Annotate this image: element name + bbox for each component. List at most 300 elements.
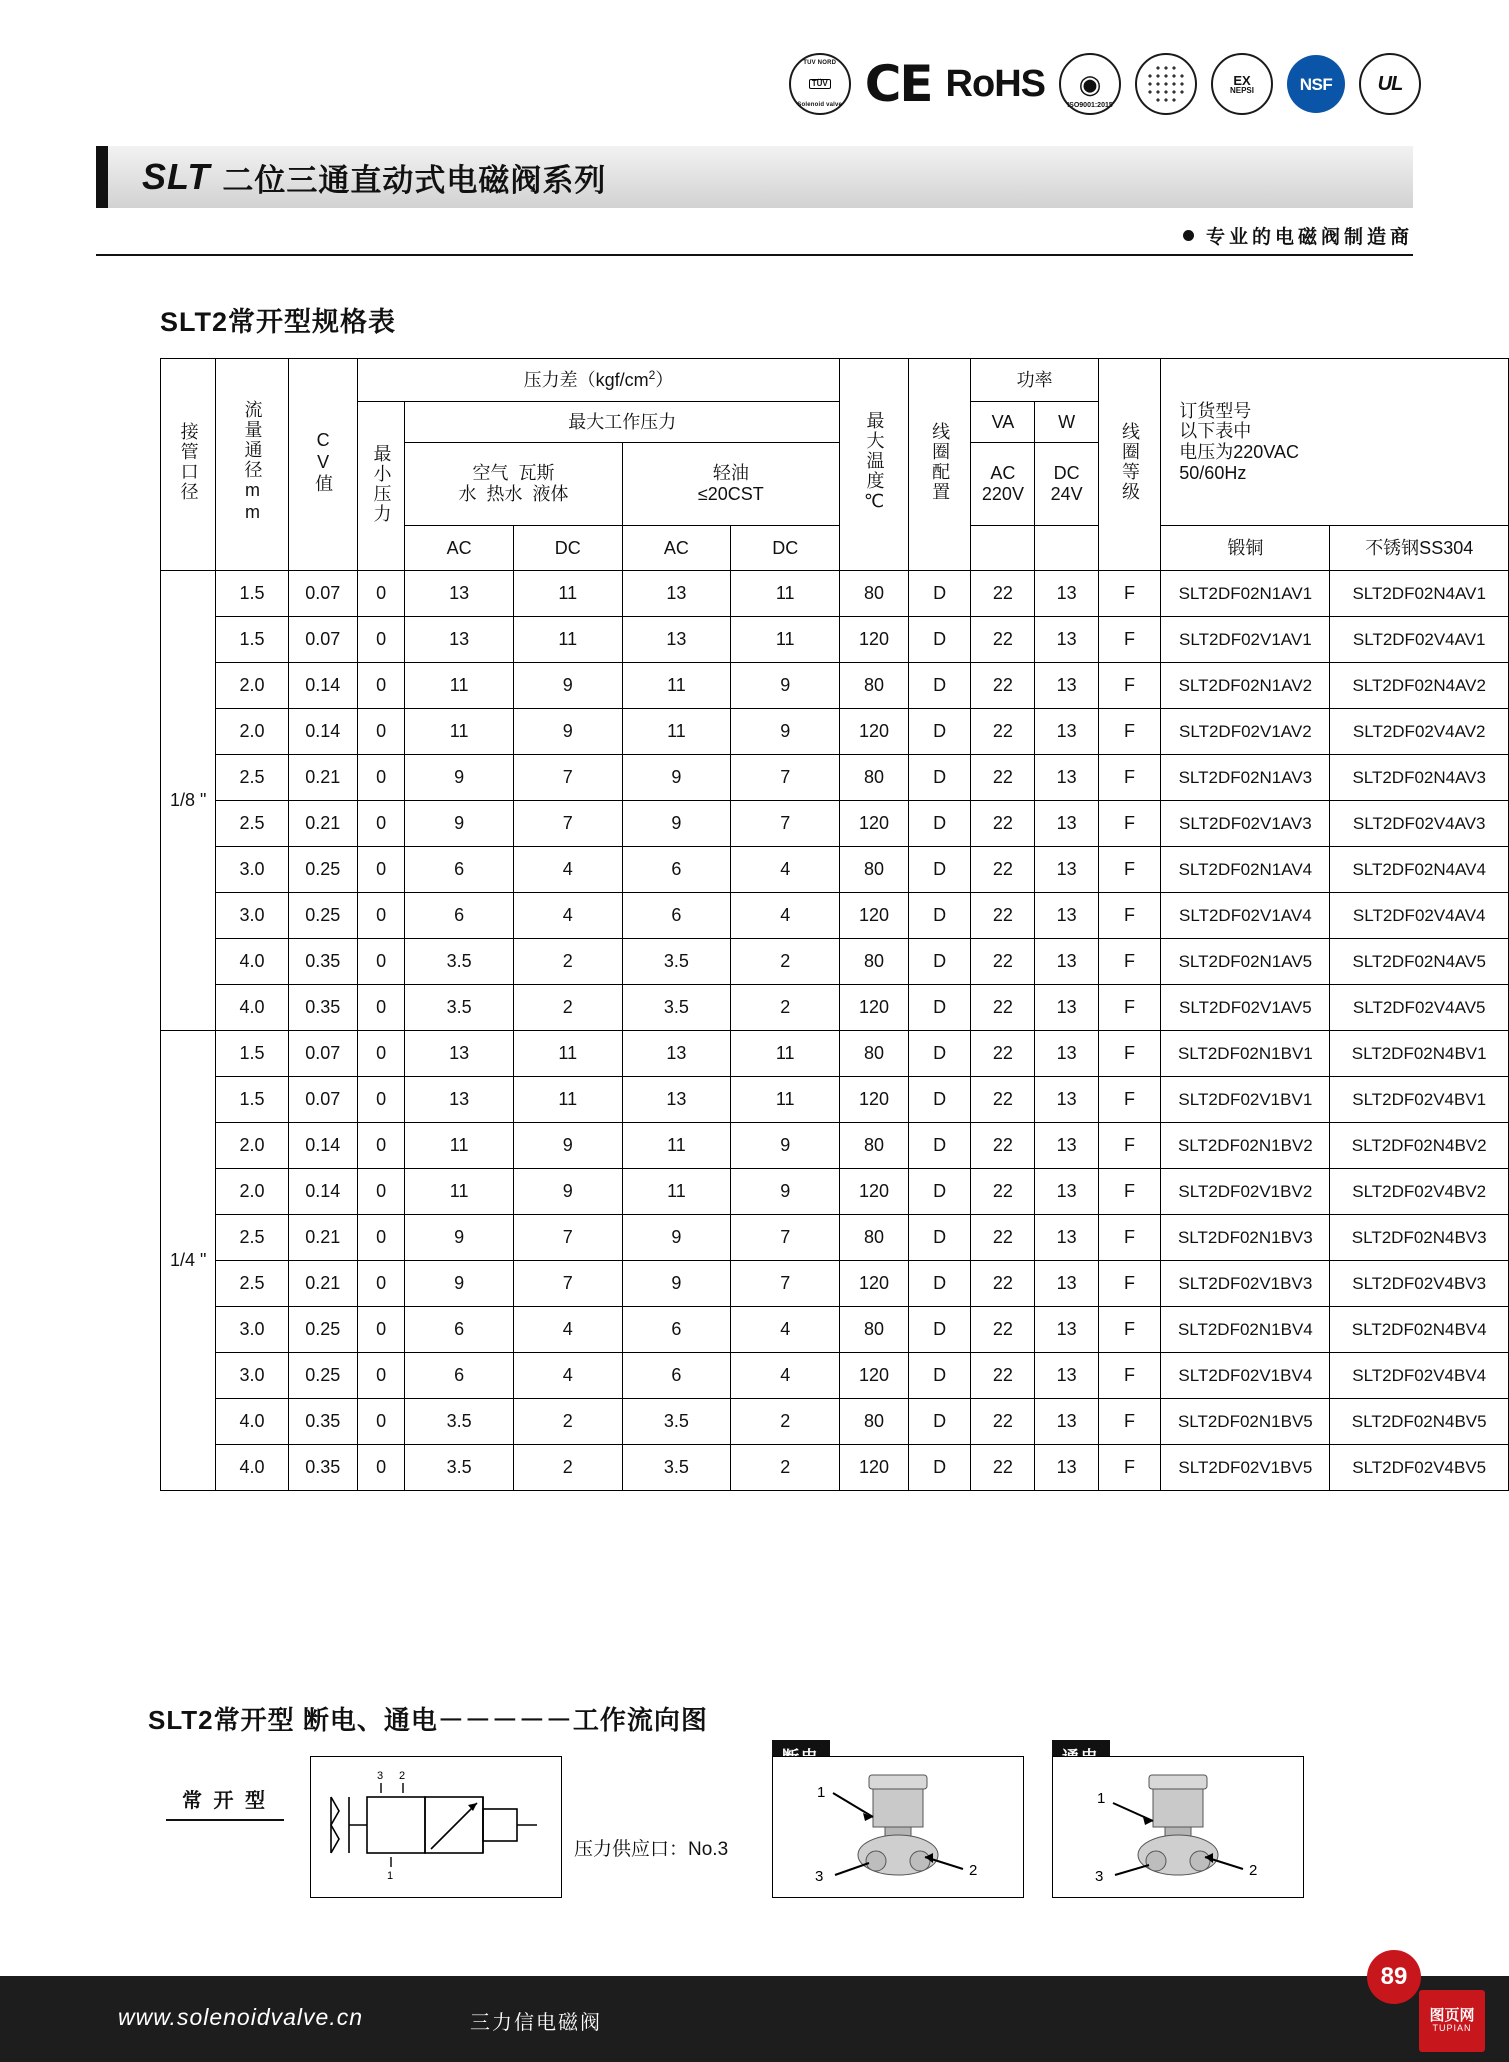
cell-grade: F [1098, 939, 1160, 985]
table-row [161, 801, 1509, 847]
cell-oil-dc: 11 [731, 1077, 840, 1123]
rohs-cert-icon: RoHS [945, 62, 1045, 105]
cell-air-dc: 11 [513, 617, 622, 663]
header-va-blank [971, 526, 1035, 571]
cell-cv: 0.35 [288, 939, 357, 985]
cell-oil-dc: 11 [731, 617, 840, 663]
normally-open-label: 常 开 型 [166, 1784, 284, 1821]
cell-cv: 0.21 [288, 801, 357, 847]
cell-model-ss: SLT2DF02V4BV1 [1330, 1077, 1509, 1123]
cell-min: 0 [357, 801, 405, 847]
cell-min: 0 [357, 663, 405, 709]
cell-model-ss: SLT2DF02V4AV5 [1330, 985, 1509, 1031]
cell-grade: F [1098, 1031, 1160, 1077]
header-air-dc: DC [513, 526, 622, 571]
cell-grade: F [1098, 1261, 1160, 1307]
cell-min: 0 [357, 939, 405, 985]
cell-va: 22 [971, 1353, 1035, 1399]
cell-grade: F [1098, 709, 1160, 755]
cell-oil-ac: 11 [622, 709, 731, 755]
cell-air-ac: 3.5 [405, 1399, 514, 1445]
cell-model-ss: SLT2DF02N4BV1 [1330, 1031, 1509, 1077]
cell-coil: D [908, 663, 970, 709]
cell-cv: 0.07 [288, 617, 357, 663]
table-row [161, 571, 1509, 617]
cell-cv: 0.21 [288, 1215, 357, 1261]
cell-va: 22 [971, 801, 1035, 847]
cell-min: 0 [357, 1169, 405, 1215]
order-model-note3: 50/60Hz [1179, 462, 1247, 483]
cell-air-dc: 9 [513, 1123, 622, 1169]
cell-va: 22 [971, 847, 1035, 893]
cell-air-dc: 11 [513, 1077, 622, 1123]
cell-coil: D [908, 847, 970, 893]
header-oil-group: 轻油 ≤20CST [622, 443, 840, 526]
cell-coil: D [908, 571, 970, 617]
cell-oil-dc: 2 [731, 985, 840, 1031]
cell-model-brass: SLT2DF02N1BV5 [1161, 1399, 1330, 1445]
cell-va: 22 [971, 1123, 1035, 1169]
cell-flow: 1.5 [216, 1031, 288, 1077]
ul-cert-icon [1359, 53, 1421, 115]
cell-min: 0 [357, 1353, 405, 1399]
watermark-badge [1419, 1990, 1485, 2052]
cell-va: 22 [971, 893, 1035, 939]
cell-oil-dc: 11 [731, 1031, 840, 1077]
header-pressure-diff: 压力差$(kgf/cm^2)$ [357, 359, 839, 402]
cell-oil-ac: 13 [622, 1031, 731, 1077]
cell-w: 13 [1035, 755, 1098, 801]
svg-text:3: 3 [1095, 1868, 1104, 1885]
cell-air-dc: 2 [513, 985, 622, 1031]
cell-va: 22 [971, 1399, 1035, 1445]
cell-port-size: 1/4 " [161, 1031, 216, 1491]
cell-model-brass: SLT2DF02V1AV5 [1161, 985, 1330, 1031]
cell-air-ac: 13 [405, 571, 514, 617]
cell-flow: 3.0 [216, 1307, 288, 1353]
cell-grade: F [1098, 1399, 1160, 1445]
table-row [161, 1031, 1509, 1077]
cell-coil: D [908, 1031, 970, 1077]
cell-oil-ac: 3.5 [622, 939, 731, 985]
cell-model-brass: SLT2DF02V1BV1 [1161, 1077, 1330, 1123]
cell-oil-ac: 6 [622, 1353, 731, 1399]
page-footer [0, 1976, 1509, 2062]
cell-cv: 0.07 [288, 1031, 357, 1077]
cell-min: 0 [357, 847, 405, 893]
cell-model-ss: SLT2DF02N4AV1 [1330, 571, 1509, 617]
page-title-band [96, 146, 1413, 208]
cell-min: 0 [357, 1261, 405, 1307]
cell-oil-dc: 9 [731, 709, 840, 755]
cell-coil: D [908, 755, 970, 801]
cell-grade: F [1098, 571, 1160, 617]
cell-min: 0 [357, 1215, 405, 1261]
cell-va: 22 [971, 1261, 1035, 1307]
cell-temp: 80 [840, 571, 909, 617]
cell-w: 13 [1035, 893, 1098, 939]
cell-va: 22 [971, 571, 1035, 617]
cell-grade: F [1098, 1215, 1160, 1261]
footer-url[interactable]: www.solenoidvalve.cn [118, 2004, 364, 2030]
cell-grade: F [1098, 1123, 1160, 1169]
cell-cv: 0.21 [288, 1261, 357, 1307]
cell-temp: 80 [840, 1123, 909, 1169]
cell-air-dc: 4 [513, 1353, 622, 1399]
svg-text:1: 1 [1097, 1790, 1106, 1807]
cell-air-ac: 3.5 [405, 985, 514, 1031]
cell-oil-ac: 3.5 [622, 1399, 731, 1445]
table-row [161, 1215, 1509, 1261]
cell-w: 13 [1035, 939, 1098, 985]
cell-w: 13 [1035, 985, 1098, 1031]
footer-company: 三力信电磁阀 [470, 2012, 602, 2034]
cell-air-dc: 2 [513, 1445, 622, 1491]
cell-grade: F [1098, 847, 1160, 893]
cell-model-brass: SLT2DF02V1BV3 [1161, 1261, 1330, 1307]
cell-model-brass: SLT2DF02N1BV1 [1161, 1031, 1330, 1077]
cell-va: 22 [971, 1307, 1035, 1353]
cell-grade: F [1098, 1445, 1160, 1491]
header-cv: CV值 [288, 359, 357, 571]
cell-model-brass: SLT2DF02N1AV5 [1161, 939, 1330, 985]
cell-va: 22 [971, 1445, 1035, 1491]
cell-model-ss: SLT2DF02N4AV5 [1330, 939, 1509, 985]
tagline-text: 专业的电磁阀制造商 [1205, 226, 1413, 248]
cell-oil-dc: 9 [731, 1123, 840, 1169]
cell-cv: 0.25 [288, 893, 357, 939]
cell-flow: 2.5 [216, 1261, 288, 1307]
cell-model-ss: SLT2DF02V4BV3 [1330, 1261, 1509, 1307]
cell-oil-ac: 11 [622, 1123, 731, 1169]
cell-coil: D [908, 1077, 970, 1123]
header-va: VA [971, 402, 1035, 443]
cell-oil-ac: 6 [622, 847, 731, 893]
cell-flow: 4.0 [216, 1445, 288, 1491]
cell-air-ac: 3.5 [405, 939, 514, 985]
cell-oil-ac: 3.5 [622, 985, 731, 1031]
cell-model-ss: SLT2DF02V4AV4 [1330, 893, 1509, 939]
cell-air-dc: 4 [513, 893, 622, 939]
cell-oil-ac: 11 [622, 1169, 731, 1215]
section-heading: SLT2常开型规格表 [160, 307, 397, 337]
cell-flow: 4.0 [216, 939, 288, 985]
cell-va: 22 [971, 1215, 1035, 1261]
cell-air-dc: 4 [513, 847, 622, 893]
page-number: 89 [1367, 1950, 1421, 2004]
cell-coil: D [908, 1261, 970, 1307]
nepsi-label: NEPSI [1229, 85, 1254, 95]
nsf-label: NSF [1287, 55, 1345, 113]
port-1-label: 1 [387, 1870, 394, 1882]
cell-coil: D [908, 893, 970, 939]
cell-cv: 0.35 [288, 1445, 357, 1491]
brand-name: SLT [142, 156, 211, 197]
cell-model-brass: SLT2DF02V1AV4 [1161, 893, 1330, 939]
cell-grade: F [1098, 1353, 1160, 1399]
cell-air-ac: 9 [405, 801, 514, 847]
header-air-group: 空气 瓦斯 水 热水 液体 [405, 443, 622, 526]
cell-cv: 0.14 [288, 709, 357, 755]
cell-min: 0 [357, 1031, 405, 1077]
valve-symbol-svg [311, 1757, 561, 1897]
cell-temp: 80 [840, 1399, 909, 1445]
cell-oil-dc: 4 [731, 893, 840, 939]
cell-cv: 0.07 [288, 1077, 357, 1123]
cell-air-dc: 7 [513, 1215, 622, 1261]
header-power: 功率 [971, 359, 1098, 402]
cell-oil-ac: 9 [622, 755, 731, 801]
cell-oil-ac: 11 [622, 663, 731, 709]
cell-air-ac: 11 [405, 1169, 514, 1215]
svg-text:3: 3 [815, 1868, 824, 1885]
watermark-text: 图页网 [1429, 2006, 1475, 2024]
cell-model-brass: SLT2DF02V1AV1 [1161, 617, 1330, 663]
cell-temp: 80 [840, 847, 909, 893]
header-brass: 锻铜 [1161, 526, 1330, 571]
cell-va: 22 [971, 985, 1035, 1031]
spec-table-head [161, 359, 1509, 571]
cell-min: 0 [357, 1123, 405, 1169]
cell-cv: 0.35 [288, 985, 357, 1031]
cell-air-dc: 4 [513, 1307, 622, 1353]
cell-air-dc: 7 [513, 801, 622, 847]
tuv-bottom-text: Solenoid valve [797, 102, 843, 108]
cell-cv: 0.07 [288, 571, 357, 617]
cell-model-brass: SLT2DF02V1BV4 [1161, 1353, 1330, 1399]
cell-coil: D [908, 1399, 970, 1445]
ex-nepsi-cert-icon [1211, 53, 1273, 115]
cell-grade: F [1098, 617, 1160, 663]
svg-text:1: 1 [817, 1784, 826, 1801]
cell-cv: 0.25 [288, 1307, 357, 1353]
cell-model-brass: SLT2DF02V1BV5 [1161, 1445, 1330, 1491]
table-row [161, 1169, 1509, 1215]
cell-air-dc: 7 [513, 755, 622, 801]
cell-min: 0 [357, 1399, 405, 1445]
cell-oil-dc: 2 [731, 1399, 840, 1445]
header-coil-grade: 线圈等级 [1098, 359, 1160, 571]
cell-air-dc: 2 [513, 939, 622, 985]
cell-model-brass: SLT2DF02N1AV1 [1161, 571, 1330, 617]
cell-w: 13 [1035, 1123, 1098, 1169]
cell-w: 13 [1035, 801, 1098, 847]
cell-temp: 120 [840, 1077, 909, 1123]
cell-va: 22 [971, 939, 1035, 985]
cell-model-brass: SLT2DF02V1AV2 [1161, 709, 1330, 755]
cell-temp: 80 [840, 1031, 909, 1077]
cell-air-ac: 6 [405, 1307, 514, 1353]
header-w-blank [1035, 526, 1098, 571]
cell-flow: 1.5 [216, 617, 288, 663]
cell-w: 13 [1035, 1077, 1098, 1123]
order-model-title: 订货型号 [1179, 400, 1252, 421]
cell-oil-dc: 7 [731, 1215, 840, 1261]
header-w: W [1035, 402, 1098, 443]
svg-text:2: 2 [1249, 1862, 1258, 1879]
cell-va: 22 [971, 1169, 1035, 1215]
cell-model-ss: SLT2DF02V4BV4 [1330, 1353, 1509, 1399]
cell-air-dc: 7 [513, 1261, 622, 1307]
cell-w: 13 [1035, 1307, 1098, 1353]
cell-cv: 0.14 [288, 1169, 357, 1215]
cell-air-dc: 9 [513, 1169, 622, 1215]
cell-cv: 0.25 [288, 1353, 357, 1399]
cell-temp: 80 [840, 1215, 909, 1261]
cell-model-ss: SLT2DF02N4BV2 [1330, 1123, 1509, 1169]
cell-model-ss: SLT2DF02V4AV3 [1330, 801, 1509, 847]
cell-air-ac: 11 [405, 709, 514, 755]
cell-va: 22 [971, 663, 1035, 709]
cell-oil-dc: 7 [731, 1261, 840, 1307]
table-row [161, 1261, 1509, 1307]
cell-air-ac: 6 [405, 893, 514, 939]
cell-w: 13 [1035, 1445, 1098, 1491]
cell-cv: 0.35 [288, 1399, 357, 1445]
cell-flow: 2.5 [216, 755, 288, 801]
cell-coil: D [908, 801, 970, 847]
cell-model-brass: SLT2DF02N1BV3 [1161, 1215, 1330, 1261]
table-row [161, 1399, 1509, 1445]
cpa-cert-icon [1135, 53, 1197, 115]
cell-min: 0 [357, 893, 405, 939]
cell-air-dc: 2 [513, 1399, 622, 1445]
cell-oil-dc: 7 [731, 801, 840, 847]
cell-temp: 120 [840, 1353, 909, 1399]
tuv-inner-text: TÜV [809, 79, 831, 89]
certification-logos [0, 44, 1509, 124]
cell-min: 0 [357, 709, 405, 755]
cell-oil-ac: 3.5 [622, 1445, 731, 1491]
table-row [161, 617, 1509, 663]
order-model-note1: 以下表中 [1179, 421, 1252, 442]
watermark-subtext: TUPIAN [1432, 2023, 1472, 2034]
valve-photo-on [1052, 1756, 1304, 1898]
cell-temp: 80 [840, 1307, 909, 1353]
cell-w: 13 [1035, 1261, 1098, 1307]
cell-oil-dc: 2 [731, 939, 840, 985]
cell-air-dc: 9 [513, 709, 622, 755]
cell-oil-dc: 4 [731, 1307, 840, 1353]
cell-va: 22 [971, 755, 1035, 801]
cell-w: 13 [1035, 709, 1098, 755]
table-row [161, 893, 1509, 939]
cell-air-ac: 3.5 [405, 1445, 514, 1491]
nsf-cert-icon [1287, 55, 1345, 113]
cpa-dots [1146, 64, 1186, 104]
header-coil-config: 线圈配置 [908, 359, 970, 571]
cell-grade: F [1098, 801, 1160, 847]
valve-photo-off [772, 1756, 1024, 1898]
cell-min: 0 [357, 571, 405, 617]
cell-temp: 120 [840, 1261, 909, 1307]
table-row [161, 1077, 1509, 1123]
header-dc24: DC 24V [1035, 443, 1098, 526]
order-model-note2: 电压为220VAC [1179, 442, 1299, 462]
header-oil-ac: AC [622, 526, 731, 571]
table-row [161, 755, 1509, 801]
table-row [161, 847, 1509, 893]
cell-flow: 2.0 [216, 709, 288, 755]
spec-table-body [161, 571, 1509, 1491]
header-min-pressure: 最小压力 [357, 402, 405, 571]
cell-coil: D [908, 1169, 970, 1215]
cell-coil: D [908, 1215, 970, 1261]
cell-grade: F [1098, 1077, 1160, 1123]
cell-oil-ac: 9 [622, 801, 731, 847]
tagline-row [96, 216, 1413, 256]
cell-air-ac: 11 [405, 663, 514, 709]
header-order-model [1161, 359, 1509, 526]
cell-coil: D [908, 939, 970, 985]
cell-model-ss: SLT2DF02N4BV5 [1330, 1399, 1509, 1445]
cell-coil: D [908, 1353, 970, 1399]
iso-label: ISO9001:2015 [1067, 102, 1113, 109]
cell-air-ac: 13 [405, 617, 514, 663]
cell-oil-dc: 9 [731, 1169, 840, 1215]
cell-cv: 0.14 [288, 663, 357, 709]
cell-temp: 80 [840, 663, 909, 709]
cell-model-brass: SLT2DF02N1BV4 [1161, 1307, 1330, 1353]
header-flow: 流量通径mm [216, 359, 288, 571]
table-row [161, 985, 1509, 1031]
bullet-icon [1183, 230, 1194, 241]
cell-va: 22 [971, 709, 1035, 755]
cell-min: 0 [357, 985, 405, 1031]
cell-flow: 4.0 [216, 1399, 288, 1445]
cell-coil: D [908, 617, 970, 663]
cell-w: 13 [1035, 571, 1098, 617]
cell-model-ss: SLT2DF02V4AV1 [1330, 617, 1509, 663]
cell-model-ss: SLT2DF02N4BV3 [1330, 1215, 1509, 1261]
ce-cert-icon: CE [864, 55, 932, 113]
cell-coil: D [908, 985, 970, 1031]
cell-w: 13 [1035, 1169, 1098, 1215]
cell-coil: D [908, 1307, 970, 1353]
cell-w: 13 [1035, 663, 1098, 709]
cell-oil-ac: 6 [622, 1307, 731, 1353]
header-oil-dc: DC [731, 526, 840, 571]
cell-va: 22 [971, 617, 1035, 663]
table-row [161, 939, 1509, 985]
cell-coil: D [908, 1123, 970, 1169]
table-row [161, 1307, 1509, 1353]
port-3-label: 3 [377, 1770, 384, 1782]
cell-port-size: 1/8 " [161, 571, 216, 1031]
table-row [161, 663, 1509, 709]
ex-label: EX [1233, 72, 1251, 88]
cell-w: 13 [1035, 1353, 1098, 1399]
cell-oil-dc: 4 [731, 847, 840, 893]
cell-temp: 120 [840, 1169, 909, 1215]
globe-icon: ◉ [1078, 69, 1102, 99]
cell-grade: F [1098, 1307, 1160, 1353]
cell-grade: F [1098, 893, 1160, 939]
cell-oil-dc: 7 [731, 755, 840, 801]
cell-temp: 80 [840, 939, 909, 985]
tuv-top-text: TUV NORD [803, 60, 837, 66]
cell-oil-ac: 13 [622, 571, 731, 617]
cell-w: 13 [1035, 617, 1098, 663]
cell-model-brass: SLT2DF02N1AV2 [1161, 663, 1330, 709]
cell-flow: 2.0 [216, 663, 288, 709]
cell-oil-dc: 2 [731, 1445, 840, 1491]
cell-air-ac: 13 [405, 1077, 514, 1123]
cell-grade: F [1098, 985, 1160, 1031]
cell-min: 0 [357, 755, 405, 801]
cell-model-ss: SLT2DF02V4AV2 [1330, 709, 1509, 755]
cell-oil-ac: 13 [622, 617, 731, 663]
